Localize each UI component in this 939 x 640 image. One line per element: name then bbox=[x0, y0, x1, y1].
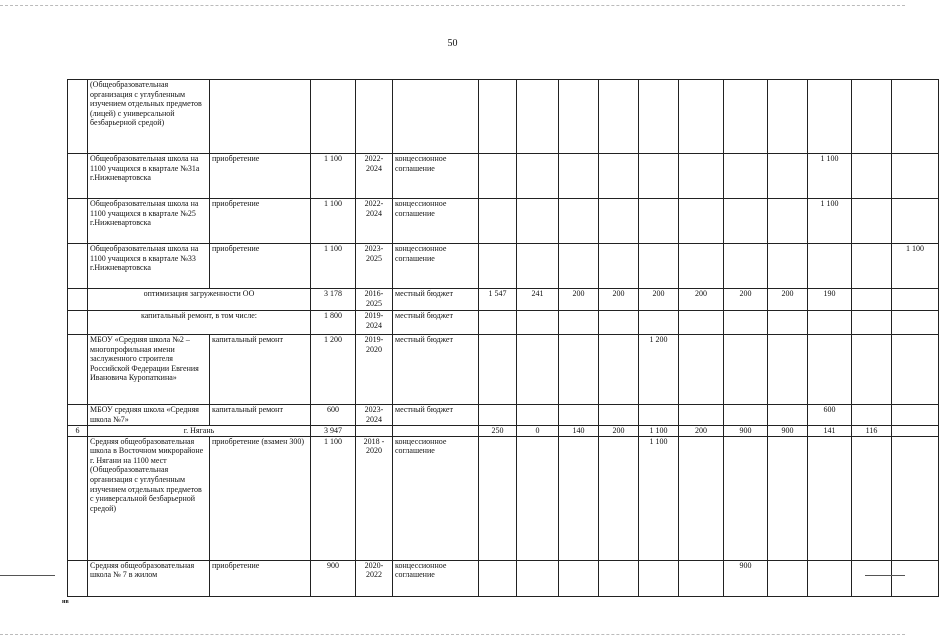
value-cell: 900 bbox=[768, 426, 808, 437]
capacity-cell: 1 200 bbox=[311, 335, 356, 405]
footer-mark: нв bbox=[62, 599, 69, 605]
method-cell: приобретение bbox=[210, 244, 311, 289]
years-cell: 2023-2025 bbox=[356, 244, 393, 289]
table-row bbox=[68, 311, 939, 335]
category-label: капитальный ремонт, в том числе: bbox=[88, 311, 311, 335]
years-cell: 2016-2025 bbox=[356, 289, 393, 311]
value-cell: 116 bbox=[852, 426, 892, 437]
value-cell: 0 bbox=[517, 426, 559, 437]
years-cell: 2022-2024 bbox=[356, 154, 393, 199]
value-cell: 600 bbox=[808, 405, 852, 426]
scan-line-right bbox=[865, 575, 905, 577]
object-name: Средняя общеобразовательная школа в Восточном микрорайоне г. Нягани на 1100 мест (Общеобразовательная организация с углубленным изучением отдельных предметов с универсальной безбарьерной средой) bbox=[88, 436, 210, 560]
value-cell: 241 bbox=[517, 289, 559, 311]
top-scan-line bbox=[0, 5, 905, 7]
source-cell: концессионное соглашение bbox=[393, 199, 479, 244]
value-cell: 140 bbox=[559, 426, 599, 437]
object-name: МБОУ «Средняя школа №2 – многопрофильная имени заслуженного строителя Российской Федерации Евгения Ивановича Куропаткина» bbox=[88, 335, 210, 405]
category-label: оптимизация загруженности ОО bbox=[88, 289, 311, 311]
value-cell: 200 bbox=[724, 289, 768, 311]
value-cell: 1 100 bbox=[808, 154, 852, 199]
value-cell: 200 bbox=[559, 289, 599, 311]
capacity-cell: 1 100 bbox=[311, 199, 356, 244]
value-cell: 200 bbox=[768, 289, 808, 311]
bottom-scan-line bbox=[0, 634, 905, 636]
table-row bbox=[68, 335, 939, 405]
years-cell: 2018 - 2020 bbox=[356, 436, 393, 560]
value-cell: 900 bbox=[724, 426, 768, 437]
method-cell: приобретение bbox=[210, 560, 311, 596]
capacity-cell: 3 947 bbox=[311, 426, 356, 437]
value-cell: 1 100 bbox=[808, 199, 852, 244]
capacity-cell: 1 100 bbox=[311, 244, 356, 289]
value-cell: 141 bbox=[808, 426, 852, 437]
method-cell: капитальный ремонт bbox=[210, 335, 311, 405]
source-cell: концессионное соглашение bbox=[393, 154, 479, 199]
table-row bbox=[68, 405, 939, 426]
capacity-cell: 1 100 bbox=[311, 154, 356, 199]
object-name: МБОУ средняя школа «Средняя школа №7» bbox=[88, 405, 210, 426]
value-cell: 200 bbox=[599, 289, 639, 311]
value-cell: 1 200 bbox=[639, 335, 679, 405]
source-cell: местный бюджет bbox=[393, 289, 479, 311]
method-cell: приобретение (взамен 300) bbox=[210, 436, 311, 560]
years-cell: 2019-2020 bbox=[356, 335, 393, 405]
table-row bbox=[68, 154, 939, 199]
method-cell: приобретение bbox=[210, 154, 311, 199]
table-row bbox=[68, 426, 939, 437]
years-cell: 2022-2024 bbox=[356, 199, 393, 244]
table-row bbox=[68, 560, 939, 596]
capacity-cell: 3 178 bbox=[311, 289, 356, 311]
value-cell: 200 bbox=[679, 426, 724, 437]
value-cell: 1 100 bbox=[892, 244, 939, 289]
capacity-cell: 1 100 bbox=[311, 436, 356, 560]
source-cell: местный бюджет bbox=[393, 405, 479, 426]
value-cell: 190 bbox=[808, 289, 852, 311]
row-number: 6 bbox=[68, 426, 88, 437]
value-cell: 1 100 bbox=[639, 436, 679, 560]
method-cell: капитальный ремонт bbox=[210, 405, 311, 426]
value-cell: 1 547 bbox=[479, 289, 517, 311]
years-cell: 2020-2022 bbox=[356, 560, 393, 596]
method-cell: приобретение bbox=[210, 199, 311, 244]
table-row bbox=[68, 436, 939, 560]
table-row bbox=[68, 289, 939, 311]
city-label: г. Нягань bbox=[88, 426, 311, 437]
table-row bbox=[68, 244, 939, 289]
object-name: Общеобразовательная школа на 1100 учащихся в квартале №25 г.Нижневартовска bbox=[88, 199, 210, 244]
object-name: Общеобразовательная школа на 1100 учащихся в квартале №31а г.Нижневартовска bbox=[88, 154, 210, 199]
capacity-cell: 600 bbox=[311, 405, 356, 426]
value-cell: 250 bbox=[479, 426, 517, 437]
capacity-cell: 1 800 bbox=[311, 311, 356, 335]
years-cell: 2023-2024 bbox=[356, 405, 393, 426]
object-name: Общеобразовательная школа на 1100 учащихся в квартале №33 г.Нижневартовска bbox=[88, 244, 210, 289]
source-cell: концессионное соглашение bbox=[393, 560, 479, 596]
source-cell: концессионное соглашение bbox=[393, 436, 479, 560]
scan-line-left bbox=[0, 575, 55, 577]
page-number: 50 bbox=[447, 38, 458, 49]
object-name: Средняя общеобразовательная школа № 7 в жилом bbox=[88, 560, 210, 596]
source-cell: местный бюджет bbox=[393, 335, 479, 405]
table-row bbox=[68, 80, 939, 154]
object-name: (Общеобразовательная организация с углубленным изучением отдельных предметов (лицей) с универсальной безбарьерной средой) bbox=[88, 80, 210, 154]
source-cell: местный бюджет bbox=[393, 311, 479, 335]
program-table bbox=[67, 79, 939, 597]
value-cell: 900 bbox=[724, 560, 768, 596]
value-cell: 200 bbox=[599, 426, 639, 437]
value-cell: 200 bbox=[639, 289, 679, 311]
table-row bbox=[68, 199, 939, 244]
years-cell: 2019-2024 bbox=[356, 311, 393, 335]
value-cell: 200 bbox=[679, 289, 724, 311]
capacity-cell: 900 bbox=[311, 560, 356, 596]
source-cell: концессионное соглашение bbox=[393, 244, 479, 289]
value-cell: 1 100 bbox=[639, 426, 679, 437]
